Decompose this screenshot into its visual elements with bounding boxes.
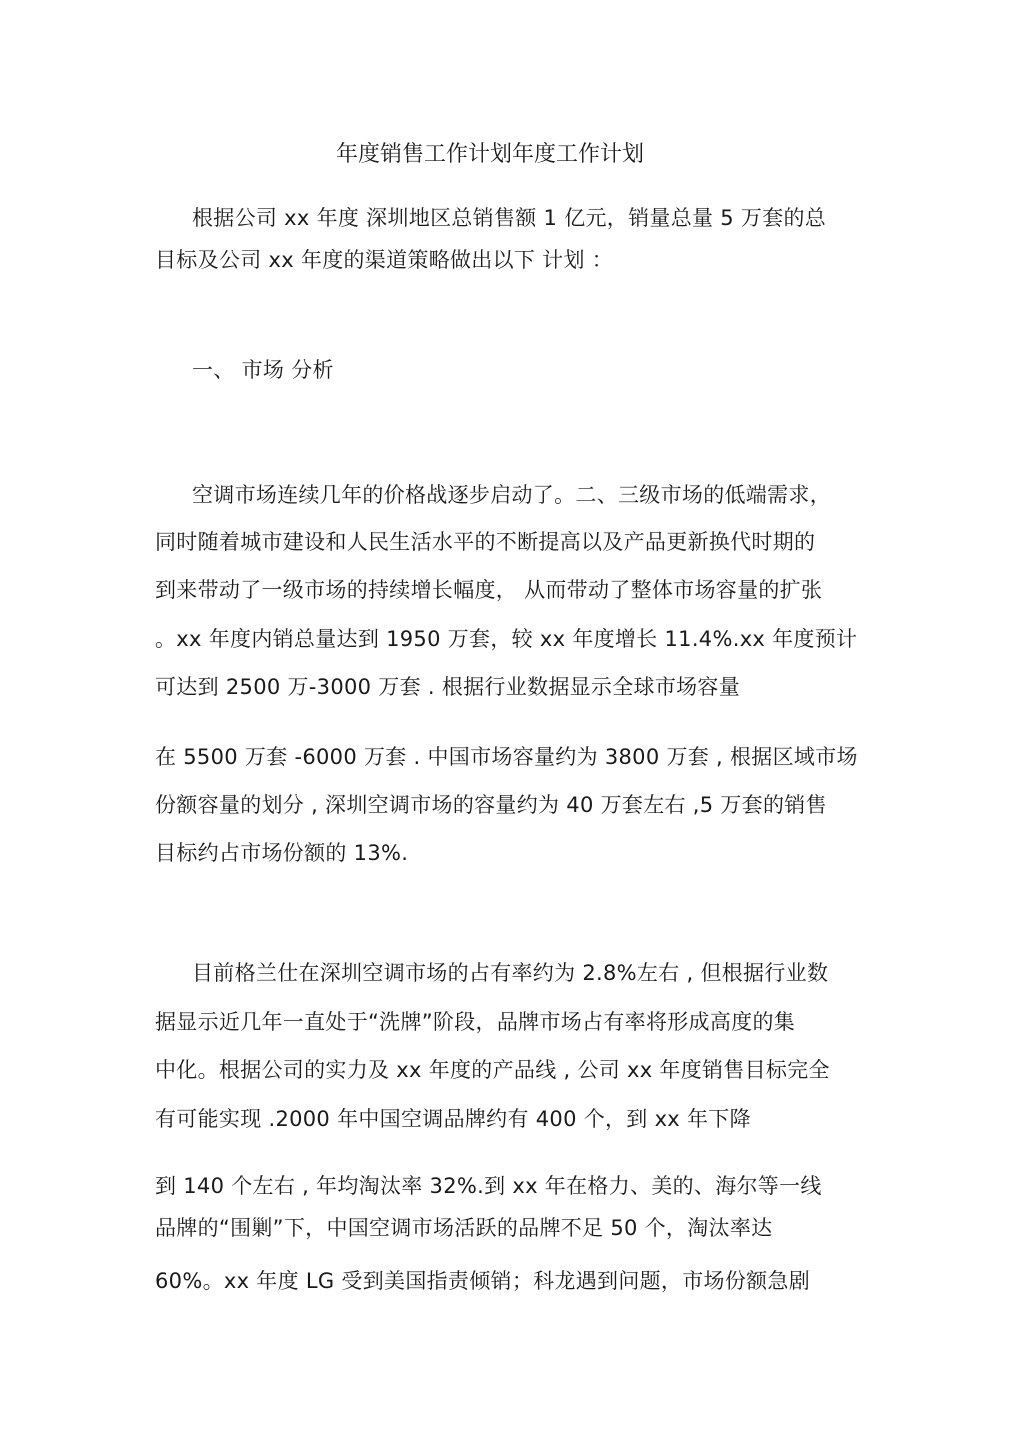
paragraph-2-line-3: 目标约占市场份额的 13%. [155,841,409,865]
section-heading: 一、 市场 分析 [192,358,334,382]
paragraph-2-line-1: 在 5500 万套 -6000 万套 . 中国市场容量约为 3800 万套 , 根据区域市场 [155,745,858,769]
paragraph-1-line-3: 到来带动了一级市场的持续增长幅度， 从而带动了整体市场容量的扩张 [155,578,823,602]
paragraph-4-line-2: 品牌的“围剿”下，中国空调市场活跃的品牌不足 50 个，淘汰率达 [155,1216,773,1240]
paragraph-1-line-4: 。xx 年度内销总量达到 1950 万套，较 xx 年度增长 11.4%.xx 年度预计 [155,627,858,651]
paragraph-3-line-3: 中化。根据公司的实力及 xx 年度的产品线 , 公司 xx 年度销售目标完全 [155,1058,830,1082]
paragraph-1-line-2: 同时随着城市建设和人民生活水平的不断提高以及产品更新换代时期的 [155,530,816,554]
intro-line-2: 目标及公司 xx 年度的渠道策略做出以下 计划 ： [155,248,614,272]
paragraph-2-line-2: 份额容量的划分 , 深圳空调市场的容量约为 40 万套左右 ,5 万套的销售 [155,793,827,817]
document-title: 年度销售工作计划年度工作计划 [335,142,644,167]
paragraph-1-line-1: 空调市场连续几年的价格战逐步启动了。二、三级市场的低端需求， [192,483,831,507]
paragraph-3-line-2: 据显示近几年一直处于“洗牌”阶段，品牌市场占有率将形成高度的集 [155,1010,796,1034]
paragraph-5-line-1: 60%。xx 年度 LG 受到美国指责倾销；科龙遇到问题，市场份额急剧 [155,1269,811,1293]
paragraph-3-line-4: 有可能实现 .2000 年中国空调品牌约有 400 个，到 xx 年下降 [155,1107,751,1131]
paragraph-3-line-1: 目前格兰仕在深圳空调市场的占有率约为 2.8%左右 , 但根据行业数 [192,961,829,985]
paragraph-4-line-1: 到 140 个左右 , 年均淘汰率 32%.到 xx 年在格力、美的、海尔等一线 [155,1174,822,1198]
intro-line-1: 根据公司 xx 年度 深圳地区总销售额 1 亿元，销量总量 5 万套的总 [192,206,827,230]
paragraph-1-line-5: 可达到 2500 万-3000 万套 . 根据行业数据显示全球市场容量 [155,675,741,699]
